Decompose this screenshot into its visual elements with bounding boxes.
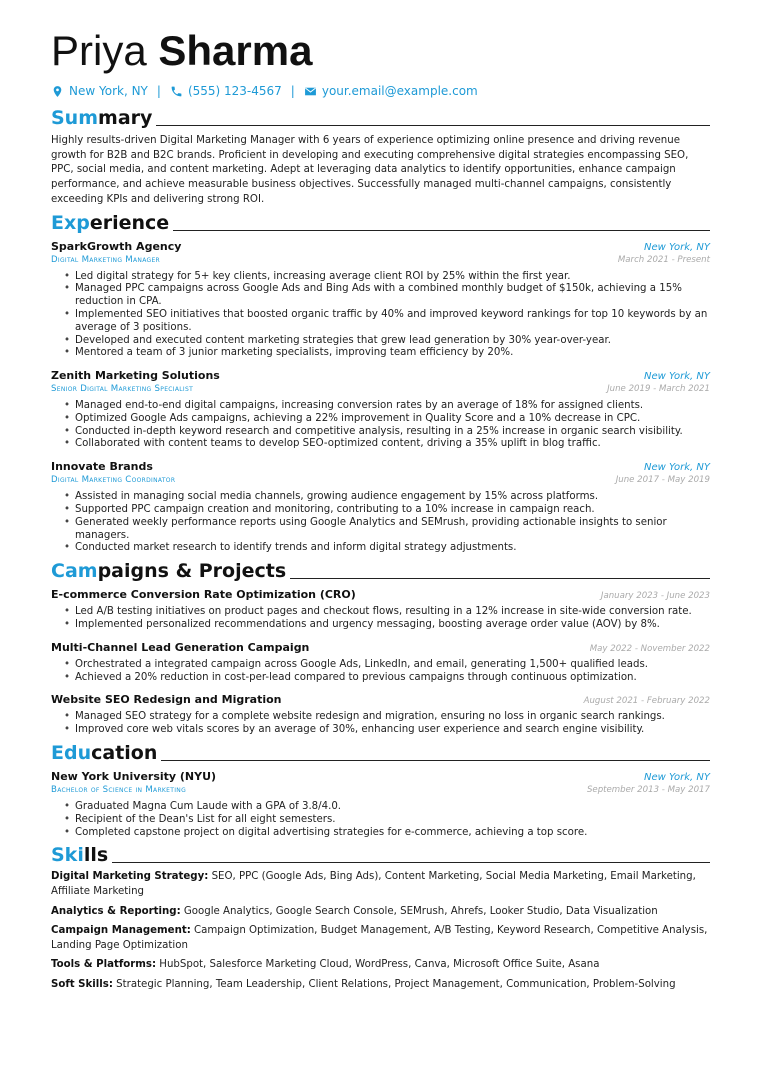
skill-row bbox=[51, 870, 710, 899]
bullet-item: • Orchestrated a integrated campaign across Google Ads, LinkedIn, and email, generating 1,500+ qualified leads. bbox=[64, 659, 710, 672]
entry-role: Digital Marketing Manager bbox=[51, 254, 161, 265]
company-name: Innovate Brands bbox=[51, 460, 153, 474]
bullet-item: • Graduated Magna Cum Laude with a GPA of 3.8/4.0. bbox=[64, 801, 710, 814]
bullet-list bbox=[64, 711, 710, 737]
entry-date: March 2021 - Present bbox=[617, 254, 710, 265]
campaign-entry bbox=[51, 587, 710, 632]
experience-entry bbox=[51, 459, 710, 555]
bullet-list bbox=[64, 606, 710, 632]
bullet-list bbox=[64, 801, 710, 839]
section-rule bbox=[290, 578, 710, 579]
campaign-list bbox=[51, 587, 710, 737]
section-title: Education bbox=[51, 742, 158, 765]
entry-role: Senior Digital Marketing Specialist bbox=[51, 384, 194, 395]
contact-phone bbox=[170, 84, 282, 98]
bullet-item: • Implemented personalized recommendations and urgency messaging, boosting average order value (AOV) by 8%. bbox=[64, 619, 710, 632]
bullet-item: • Managed end-to-end digital campaigns, increasing conversion rates by an average of 18% for assigned clients. bbox=[64, 400, 710, 413]
contact-separator: | bbox=[156, 84, 161, 98]
experience-entry bbox=[51, 368, 710, 451]
bullet-item: • Led digital strategy for 5+ key clients, increasing average client ROI by 25% within the first year. bbox=[64, 271, 710, 284]
bullet-item: • Recipient of the Dean's List for all eight semesters. bbox=[64, 814, 710, 827]
bullet-item: • Implemented SEO initiatives that boosted organic traffic by 40% and improved keyword rankings for top 10 keywords by an average of 3 positions. bbox=[64, 309, 710, 335]
company-name: SparkGrowth Agency bbox=[51, 239, 182, 253]
entry-header-row bbox=[51, 459, 710, 474]
experience-entry bbox=[51, 239, 710, 361]
entry-header-row bbox=[51, 769, 710, 784]
skill-label: Analytics & Reporting: bbox=[51, 905, 181, 917]
bullet-item: • Optimized Google Ads campaigns, achieving a 22% improvement in Quality Score and a 10% decrease in CPC. bbox=[64, 413, 710, 426]
summary-text: Highly results-driven Digital Marketing Manager with 6 years of experience optimizing online presence and driving revenue growth for B2B and B2C brands. Proficient in developing and executing comprehensive digital strategies encompassing SEO, PPC, social media, and content marketing. Adept at leveraging data analytics to identify opportunities, enhance campaign performance, and achieve measurable business objectives. Successfully managed multi-channel campaigns, consistently exceeding KPIs and delivering strong ROI. bbox=[51, 135, 689, 205]
section-rule bbox=[112, 862, 710, 863]
entry-date: September 2013 - May 2017 bbox=[586, 785, 710, 796]
skill-label: Campaign Management: bbox=[51, 925, 191, 937]
bullet-item: • Completed capstone project on digital advertising strategies for e-commerce, achieving a top score. bbox=[64, 827, 710, 840]
skill-row bbox=[51, 905, 710, 920]
envelope-icon bbox=[304, 85, 317, 98]
bullet-item: • Supported PPC campaign creation and monitoring, contributing to a 10% increase in campaign reach. bbox=[64, 504, 710, 517]
experience-heading bbox=[51, 210, 710, 234]
bullet-item: • Led A/B testing initiatives on product pages and checkout flows, resulting in a 12% increase in site-wide conversion rate. bbox=[64, 606, 710, 619]
campaigns-heading bbox=[51, 558, 710, 582]
bullet-item: • Assisted in managing social media channels, growing audience engagement by 15% across platforms. bbox=[64, 491, 710, 504]
section-title: Skills bbox=[51, 844, 109, 867]
entry-subheader-row bbox=[51, 784, 710, 797]
entry-subheader-row bbox=[51, 474, 710, 487]
entry-location: New York, NY bbox=[644, 462, 710, 474]
contact-line bbox=[51, 83, 710, 99]
skill-value: HubSpot, Salesforce Marketing Cloud, WordPress, Canva, Microsoft Office Suite, Asana bbox=[159, 959, 600, 971]
bullet-item: • Managed SEO strategy for a complete website redesign and migration, ensuring no loss in organic search rankings. bbox=[64, 711, 710, 724]
campaign-title: Website SEO Redesign and Migration bbox=[51, 693, 282, 707]
entry-role: Digital Marketing Coordinator bbox=[51, 475, 176, 486]
section-rule bbox=[173, 230, 710, 231]
entry-role: Bachelor of Science in Marketing bbox=[51, 785, 187, 796]
campaign-title: Multi-Channel Lead Generation Campaign bbox=[51, 640, 310, 654]
contact-separator: | bbox=[290, 84, 295, 98]
entry-date: May 2022 - November 2022 bbox=[589, 643, 710, 654]
bullet-list bbox=[64, 400, 710, 451]
entry-header-row bbox=[51, 640, 710, 655]
resume-page bbox=[51, 26, 710, 993]
bullet-item: • Improved core web vitals scores by an average of 30%, enhancing user experience and search engine visibility. bbox=[64, 724, 710, 737]
skill-value: Campaign Optimization, Budget Management, A/B Testing, Keyword Research, Competitive Analysis, Landing Page Optimization bbox=[51, 925, 708, 951]
entry-date: June 2019 - March 2021 bbox=[607, 384, 710, 395]
bullet-list bbox=[64, 491, 710, 555]
skills-heading bbox=[51, 842, 710, 866]
first-name: Priya bbox=[51, 27, 147, 74]
entry-header-row bbox=[51, 692, 710, 707]
section-rule bbox=[161, 760, 710, 761]
bullet-item: • Developed and executed content marketing strategies that grew lead generation by 30% year-over-year. bbox=[64, 335, 710, 348]
bullet-item: • Achieved a 20% reduction in cost-per-lead compared to previous campaigns through continuous optimization. bbox=[64, 672, 710, 685]
candidate-name bbox=[51, 26, 710, 76]
skill-value: Google Analytics, Google Search Console, SEMrush, Ahrefs, Looker Studio, Data Visualization bbox=[183, 905, 658, 917]
summary-heading bbox=[51, 105, 710, 129]
section-title: Summary bbox=[51, 107, 153, 129]
bullet-item: • Conducted in-depth keyword research and competitive analysis, resulting in a 25% increase in organic search visibility. bbox=[64, 426, 710, 439]
skill-value: Strategic Planning, Team Leadership, Client Relations, Project Management, Communication, Problem-Solving bbox=[116, 979, 676, 990]
entry-header-row bbox=[51, 587, 710, 602]
bullet-item: • Managed PPC campaigns across Google Ads and Bing Ads with a combined monthly budget of $150k, achieving a 15% reduction in CPA. bbox=[64, 283, 710, 309]
section-title: Campaigns & Projects bbox=[51, 560, 287, 583]
skill-label: Soft Skills: bbox=[51, 979, 113, 990]
entry-subheader-row bbox=[51, 383, 710, 396]
skill-row bbox=[51, 924, 710, 953]
skill-label: Digital Marketing Strategy: bbox=[51, 871, 209, 883]
entry-location: New York, NY bbox=[644, 241, 710, 253]
skills-list bbox=[51, 870, 710, 992]
education-heading bbox=[51, 740, 710, 764]
section-rule bbox=[156, 125, 710, 126]
bullet-list bbox=[64, 659, 710, 685]
campaign-entry bbox=[51, 640, 710, 685]
map-pin-icon bbox=[51, 85, 64, 98]
entry-date: June 2017 - May 2019 bbox=[615, 475, 710, 486]
section-title: Experience bbox=[51, 211, 170, 234]
phone-icon bbox=[170, 85, 183, 98]
bullet-list bbox=[64, 271, 710, 361]
education-entry bbox=[51, 769, 710, 839]
school-name: New York University (NYU) bbox=[51, 770, 217, 784]
bullet-item: • Mentored a team of 3 junior marketing specialists, improving team efficiency by 20%. bbox=[64, 347, 710, 360]
entry-location: New York, NY bbox=[644, 772, 710, 784]
skill-row bbox=[51, 958, 710, 973]
email-link[interactable]: your.email@example.com bbox=[321, 84, 478, 98]
company-name: Zenith Marketing Solutions bbox=[51, 369, 220, 383]
last-name: Sharma bbox=[158, 27, 313, 74]
campaign-title: E-commerce Conversion Rate Optimization (CRO) bbox=[51, 588, 356, 602]
entry-date: August 2021 - February 2022 bbox=[583, 696, 710, 707]
bullet-item: • Generated weekly performance reports using Google Analytics and SEMrush, providing actionable insights to senior managers. bbox=[64, 517, 710, 543]
location-text: New York, NY bbox=[69, 84, 148, 98]
skill-row bbox=[51, 978, 710, 993]
skill-label: Tools & Platforms: bbox=[51, 959, 157, 971]
bullet-item: • Conducted market research to identify trends and inform digital strategy adjustments. bbox=[64, 542, 710, 555]
education-list bbox=[51, 769, 710, 839]
bullet-item: • Collaborated with content teams to develop SEO-optimized content, driving a 35% uplift in blog traffic. bbox=[64, 438, 710, 451]
experience-list bbox=[51, 239, 710, 556]
entry-date: January 2023 - June 2023 bbox=[600, 591, 710, 602]
contact-location bbox=[51, 84, 148, 98]
phone-text: (555) 123-4567 bbox=[187, 84, 282, 98]
contact-email[interactable] bbox=[304, 84, 478, 98]
entry-subheader-row bbox=[51, 254, 710, 267]
entry-header-row bbox=[51, 239, 710, 254]
entry-header-row bbox=[51, 368, 710, 383]
campaign-entry bbox=[51, 692, 710, 737]
skill-value: SEO, PPC (Google Ads, Bing Ads), Content Marketing, Social Media Marketing, Email Marketing, Affiliate Marketing bbox=[51, 871, 696, 898]
entry-location: New York, NY bbox=[644, 371, 710, 383]
